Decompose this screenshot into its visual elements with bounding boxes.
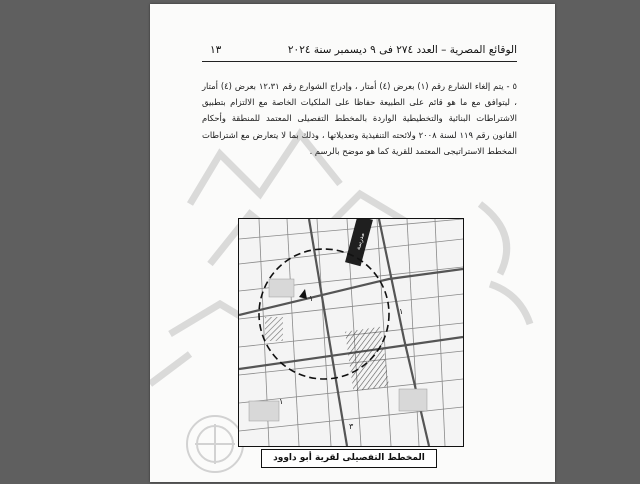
page-header bbox=[202, 42, 517, 60]
decision-paragraph: ٥ - يتم إلغاء الشارع رقم (١) بعرض (٤) أمتار ، وإدراج الشوارع رقم ١٢،٣١ بعرض (٤) أمتار ، ليتوافق مع ما هو قائم على الطبيعة حفاظا على الملكيات الخاصة مع الالتزام بتطبيق الاشتراطات البنائية والتخطيطية الواردة بالمخطط التفصيلى المعتمد للمنطقة وأحكام القانون رقم ١١٩ لسنة ٢٠٠٨ ولائحته التنفيذية وتعديلاتها ، وذلك بما لا يتعارض مع اشتراطات المخطط الاستراتيجى المعتمد للقرية كما هو موضح بالرسم . bbox=[202, 81, 517, 156]
plan-map bbox=[239, 219, 463, 446]
page-number: ١٣ bbox=[210, 44, 222, 56]
map-caption: المخطط التفصيلى لقرية أبو داوود bbox=[261, 449, 437, 468]
header-rule bbox=[202, 61, 517, 62]
street-label: ١ bbox=[309, 294, 314, 303]
document-page bbox=[150, 4, 555, 482]
street-label: ١ bbox=[399, 307, 404, 316]
map-figure bbox=[238, 218, 464, 447]
body-text bbox=[202, 78, 517, 159]
street-label: ٣ bbox=[349, 422, 354, 431]
street-label: ١ bbox=[279, 397, 284, 406]
header-title: الوقائع المصرية – العدد ٢٧٤ فى ٩ ديسمبر سنة ٢٠٢٤ bbox=[287, 44, 517, 56]
svg-text:مدرسة: مدرسة bbox=[354, 232, 367, 251]
